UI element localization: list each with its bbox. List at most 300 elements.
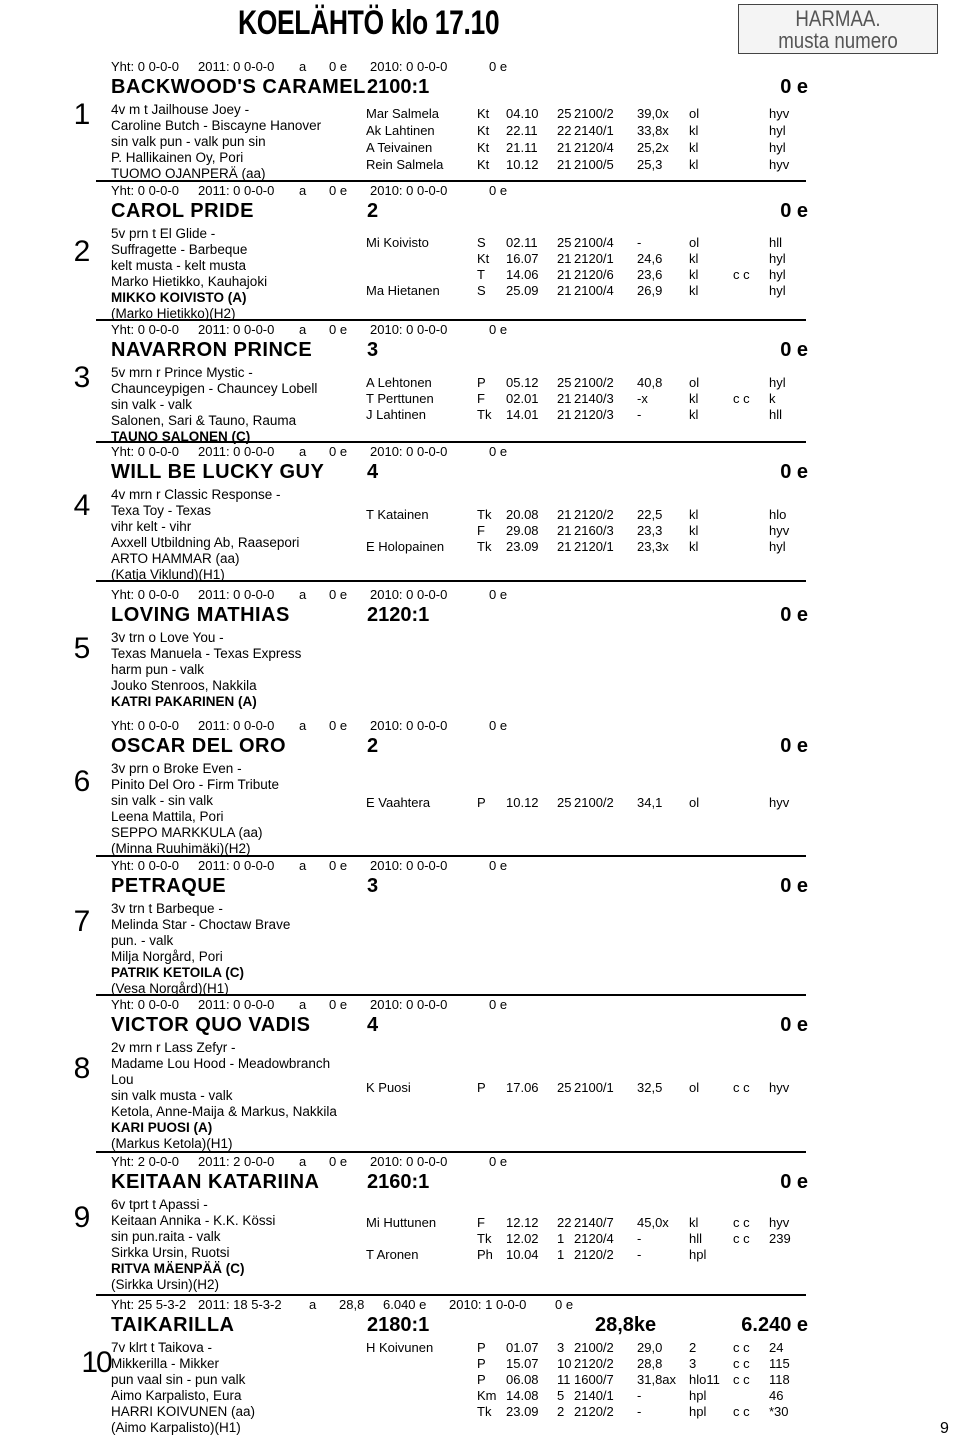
stat-value: 2010: 0 0-0-0 [370,587,448,602]
result-cell: Ak Lahtinen [366,123,435,138]
result-cell: ol [689,1080,700,1095]
stat-value: 2011: 0 0-0-0 [198,718,275,733]
horse-detail-line: 2v mrn r Lass Zefyr - [111,1040,236,1055]
result-cell: 29,0 [637,1340,663,1355]
result-cell: 23.09 [506,539,539,554]
result-cell: - [637,235,642,250]
result-cell: Kt [477,106,490,121]
best-time: 3 [367,875,379,897]
best-time: 3 [367,339,379,361]
result-cell: 2120/3 [574,407,614,422]
stat-value: 2010: 0 0-0-0 [370,858,448,873]
stat-value: a [299,444,307,459]
start-number: 9 [73,1201,91,1234]
result-cell: 2140/1 [574,1388,614,1403]
best-time: 4 [367,1014,379,1036]
horse-name-row [111,1014,808,1038]
stat-value: 2011: 0 0-0-0 [198,997,275,1012]
horse-detail-line: Salonen, Sari & Tauno, Rauma [111,413,297,428]
total-earnings: 0 e [780,76,808,98]
driver-name: KATRI PAKARINEN (A) [111,694,257,709]
horse-detail-line: sin valk - sin valk [111,793,214,808]
result-cell: T [477,267,485,282]
horse-detail-line: sin valk pun - valk pun sin [111,134,266,149]
result-cell: hlo11 [689,1372,720,1387]
result-cell: F [477,391,485,406]
result-cell: Rein Salmela [366,157,444,172]
stat-value: Yht: 0 0-0-0 [111,997,179,1012]
start-number: 6 [73,765,91,798]
horse-detail-line: Chaunceypigen - Chauncey Lobell [111,381,318,396]
stat-value: 2010: 0 0-0-0 [370,997,448,1012]
result-cell: 2120/4 [574,140,614,155]
horse-detail-line: ARTO HAMMAR (aa) [111,551,240,566]
result-cell: 12.02 [506,1231,539,1246]
page-header [0,0,960,56]
result-cell: T Aronen [366,1247,419,1262]
result-cell: 23.09 [506,1404,539,1419]
result-cell: 25 [557,106,572,121]
stat-value: 0 e [489,1154,508,1169]
result-cell: 22 [557,1215,572,1230]
result-cell: P [477,1372,486,1387]
result-cell: 1 [557,1231,565,1246]
result-cell: 2100/2 [574,106,614,121]
page-number: 9 [940,1420,949,1437]
stat-value: 2011: 0 0-0-0 [198,322,275,337]
driver-name: KARI PUOSI (A) [111,1120,213,1135]
horse-detail-line: 4v mrn r Classic Response - [111,487,281,502]
horse-detail-line: Texas Manuela - Texas Express [111,646,302,661]
result-cell: -x [637,391,648,406]
result-cell: 24 [769,1340,784,1355]
stat-value: Yht: 0 0-0-0 [111,718,179,733]
result-cell: 04.10 [506,106,539,121]
total-earnings: 6.240 e [741,1314,808,1336]
badge-line-2: musta numero [778,28,898,53]
total-earnings: 0 e [780,200,808,222]
result-cell: 10.12 [506,157,539,172]
result-cell: 2140/3 [574,391,614,406]
best-time: 2 [367,200,379,222]
result-cell: ol [689,235,700,250]
horse-detail-line: pun vaal sin - pun valk [111,1372,246,1387]
result-cell: 2120/6 [574,267,614,282]
horse-detail-line: Caroline Butch - Biscayne Hanover [111,118,322,133]
horse-detail-line: 6v tprt t Apassi - [111,1197,208,1212]
horse-entry [0,319,960,449]
total-earnings: 0 e [780,461,808,483]
result-cell: 20.08 [506,507,539,522]
result-cell: 25 [557,1080,572,1095]
entry-divider [96,855,806,857]
start-number: 3 [73,361,91,394]
result-cell: 16.07 [506,251,539,266]
horse-detail-line: Keitaan Annika - K.K. Kössi [111,1213,276,1228]
result-cell: 14.06 [506,267,539,282]
result-cell: kl [689,140,699,155]
horse-detail-line: (Sirkka Ursin)(H2) [111,1277,219,1292]
result-cell: hyv [769,795,790,810]
horse-detail-line: Sirkka Ursin, Ruotsi [111,1245,230,1260]
start-number: 5 [73,632,91,665]
result-cell: 15.07 [506,1356,539,1371]
result-cell: 05.12 [506,375,539,390]
stat-value: Yht: 0 0-0-0 [111,322,179,337]
result-cell: Tk [477,1404,492,1419]
result-cell: kl [689,539,699,554]
result-cell: hlo [769,507,787,522]
horse-name: LOVING MATHIAS [111,604,290,626]
horse-detail-line: Madame Lou Hood - Meadowbranch [111,1056,331,1071]
horse-detail-line: (Vesa Norgård)(H1) [111,981,229,996]
horse-detail-line: kelt musta - kelt musta [111,258,247,273]
best-time: 2 [367,735,379,757]
best-time: 2180:1 [367,1314,430,1336]
result-cell: hpl [689,1247,707,1262]
horse-detail-line: Texa Toy - Texas [111,503,212,518]
result-cell: 1600/7 [574,1372,614,1387]
result-cell: c c [733,1356,750,1371]
result-cell: 2160/3 [574,523,614,538]
result-cell: 21 [557,140,572,155]
result-cell: 31,8ax [637,1372,677,1387]
result-cell: 2100/5 [574,157,614,172]
horse-entry [0,584,960,714]
start-number: 2 [73,235,91,268]
stat-value: a [299,718,307,733]
entry-divider [96,319,806,321]
result-cell: 22,5 [637,507,663,522]
result-cell: 2100/2 [574,795,614,810]
stat-value: a [299,858,307,873]
result-cell: 2120/2 [574,1247,614,1262]
horse-entry [0,1151,960,1292]
result-cell: 239 [769,1231,791,1246]
total-earnings: 0 e [780,1014,808,1036]
result-cell: hyv [769,157,790,172]
result-cell: 5 [557,1388,565,1403]
result-cell: Km [477,1388,497,1403]
horse-name-row [111,1171,808,1195]
total-earnings: 0 e [780,1171,808,1193]
result-cell: hyv [769,523,790,538]
result-cell: Kt [477,123,490,138]
result-cell: *30 [769,1404,789,1419]
stat-value: 2011: 0 0-0-0 [198,59,275,74]
result-cell: 2100/2 [574,375,614,390]
stat-value: 2010: 0 0-0-0 [370,183,448,198]
result-cell: c c [733,267,750,282]
horse-detail-line: Aimo Karpalisto, Eura [111,1388,242,1403]
stat-value: Yht: 0 0-0-0 [111,444,179,459]
stat-value: 2010: 0 0-0-0 [370,718,448,733]
result-cell: 3 [689,1356,697,1371]
result-cell: 21 [557,507,572,522]
result-cell: hpl [689,1404,707,1419]
horse-detail-line: pun. - valk [111,933,174,948]
result-cell: 22.11 [506,123,538,138]
stat-value: 0 e [329,718,348,733]
result-cell: c c [733,1372,750,1387]
stat-value: 0 e [329,322,348,337]
result-cell: 2100/1 [574,1080,614,1095]
stat-value: 0 e [555,1297,574,1312]
horse-detail-line: 5v mrn r Prince Mystic - [111,365,253,380]
total-earnings: 0 e [780,604,808,626]
stat-value: 2010: 0 0-0-0 [370,1154,448,1169]
entry-divider [96,1151,806,1153]
result-cell: - [637,407,642,422]
stat-value: 2011: 0 0-0-0 [198,444,275,459]
result-cell: 2 [689,1340,697,1355]
horse-detail-line: Suffragette - Barbeque [111,242,248,257]
horse-detail-line: Milja Norgård, Pori [111,949,223,964]
result-cell: hyv [769,1215,790,1230]
result-cell: P [477,375,486,390]
result-cell: 28,8 [637,1356,663,1371]
horse-entry [0,1294,960,1435]
horse-detail-line: 7v klrt t Taikova - [111,1340,213,1355]
stat-value: 0 e [329,587,348,602]
start-number: 4 [73,489,91,522]
result-cell: K Puosi [366,1080,411,1095]
result-cell: hll [769,235,783,250]
result-cell: Ph [477,1247,493,1262]
result-cell: kl [689,157,699,172]
best-time: 2120:1 [367,604,430,626]
result-cell: 01.07 [506,1340,539,1355]
result-cell: Tk [477,539,492,554]
horse-detail-line: TUOMO OJANPERÄ (aa) [111,166,266,181]
result-cell: Tk [477,507,492,522]
result-cell: 2120/2 [574,1404,614,1419]
result-cell: 21 [557,283,572,298]
result-cell: 23,3x [637,539,669,554]
horse-name-row [111,735,808,759]
horse-name: CAROL PRIDE [111,200,254,222]
horse-detail-line: SEPPO MARKKULA (aa) [111,825,263,840]
result-cell: A Lehtonen [366,375,432,390]
result-cell: 2120/1 [574,251,614,266]
result-cell: - [637,1247,642,1262]
stat-value: 0 e [329,183,348,198]
result-cell: 29.08 [506,523,539,538]
result-cell: 25 [557,795,572,810]
result-cell: 2120/2 [574,1356,614,1371]
horse-name: KEITAAN KATARIINA [111,1171,320,1193]
result-cell: F [477,523,485,538]
horse-detail-line: Pinito Del Oro - Firm Tribute [111,777,280,792]
result-cell: kl [689,1215,699,1230]
result-cell: T Katainen [366,507,429,522]
stat-value: a [299,1154,307,1169]
stat-value: 0 e [489,997,508,1012]
result-cell: 2100/4 [574,283,614,298]
horse-detail-line: 3v prn o Broke Even - [111,761,242,776]
stat-value: 28,8 [339,1297,365,1312]
result-cell: 115 [769,1356,790,1371]
stat-value: Yht: 0 0-0-0 [111,587,179,602]
entry-divider [96,994,806,996]
stat-value: 6.040 e [383,1297,427,1312]
stat-value: a [309,1297,317,1312]
stat-value: 0 e [329,1154,348,1169]
result-cell: 1 [557,1247,565,1262]
result-cell: 21 [557,267,572,282]
result-cell: ol [689,106,700,121]
stat-value: 0 e [329,997,348,1012]
result-cell: 25.09 [506,283,539,298]
result-cell: c c [733,1231,750,1246]
result-cell: 46 [769,1388,784,1403]
stat-value: 0 e [329,59,348,74]
horse-detail-line: Marko Hietikko, Kauhajoki [111,274,268,289]
result-cell: Kt [477,157,490,172]
result-cell: E Holopainen [366,539,445,554]
result-cell: 118 [769,1372,790,1387]
horse-detail-line: sin valk musta - valk [111,1088,233,1103]
result-cell: 21.11 [506,140,538,155]
result-cell: - [637,1404,642,1419]
horse-entry [0,855,960,996]
race-title: KOELÄHTÖ klo 17.10 [238,4,500,42]
horse-detail-line: harm pun - valk [111,662,205,677]
best-time: 2100:1 [367,76,430,98]
stat-value: 2010: 0 0-0-0 [370,59,448,74]
horse-name: OSCAR DEL ORO [111,735,287,757]
start-number: 10 [81,1346,111,1379]
horse-detail-line: (Markus Ketola)(H1) [111,1136,233,1151]
result-cell: 10.12 [506,795,539,810]
stat-value: 2010: 0 0-0-0 [370,444,448,459]
result-cell: hyl [769,123,786,138]
result-cell: 24,6 [637,251,663,266]
result-cell: hll [689,1231,703,1246]
horse-detail-line: 3v trn t Barbeque - [111,901,223,916]
horse-detail-line: (Aimo Karpalisto)(H1) [111,1420,241,1435]
result-cell: kl [689,267,699,282]
result-cell: 21 [557,407,572,422]
result-cell: Kt [477,140,490,155]
result-cell: 23,6 [637,267,663,282]
result-cell: hpl [689,1388,707,1403]
result-cell: hyl [769,375,786,390]
badge-line-1: HARMAA. [795,6,881,31]
horse-detail-line: Jouko Stenroos, Nakkila [111,678,257,693]
stat-value: 0 e [489,718,508,733]
result-cell: 21 [557,251,572,266]
horse-name: BACKWOOD'S CARAMEL [111,76,366,98]
start-number: 8 [73,1052,91,1085]
horse-name: NAVARRON PRINCE [111,339,313,361]
result-cell: kl [689,407,699,422]
driver-name: PATRIK KETOILA (C) [111,965,244,980]
result-cell: P [477,1356,486,1371]
result-cell: 2120/2 [574,507,614,522]
horse-detail-line: Lou [111,1072,134,1087]
result-cell: kl [689,283,699,298]
result-cell: 23,3 [637,523,663,538]
result-cell: P [477,1080,486,1095]
result-cell: Mi Koivisto [366,235,429,250]
result-cell: 25 [557,375,572,390]
horse-detail-line: sin valk - valk [111,397,193,412]
result-cell: 39,0x [637,106,669,121]
result-cell: c c [733,1215,750,1230]
horse-name-row [111,1314,808,1338]
result-cell: 06.08 [506,1372,539,1387]
result-cell: 25 [557,235,572,250]
result-cell: 2120/1 [574,539,614,554]
result-cell: 10 [557,1356,572,1371]
stat-value: 2010: 0 0-0-0 [370,322,448,337]
horse-detail-line: Melinda Star - Choctaw Brave [111,917,291,932]
result-cell: J Lahtinen [366,407,426,422]
stat-value: 0 e [489,322,508,337]
entry-divider [96,1294,806,1296]
stat-value: 0 e [489,587,508,602]
driver-name: RITVA MÄENPÄÄ (C) [111,1261,245,1276]
result-cell: hyl [769,251,786,266]
horse-detail-line: (Katja Viklund)(H1) [111,567,225,582]
horse-detail-line: (Marko Hietikko)(H2) [111,306,236,321]
result-cell: 3 [557,1340,565,1355]
entry-divider [96,180,806,182]
result-cell: 21 [557,157,572,172]
horse-name: PETRAQUE [111,875,227,897]
horse-entry [0,715,960,856]
result-cell: 21 [557,523,572,538]
horse-entry [0,994,960,1151]
result-cell: hyv [769,1080,790,1095]
result-cell: c c [733,1340,750,1355]
stat-value: Yht: 0 0-0-0 [111,858,179,873]
result-cell: 11 [557,1372,571,1387]
entry-divider [96,441,806,443]
result-cell: Tk [477,407,492,422]
driver-name: MIKKO KOIVISTO (A) [111,290,247,305]
result-cell: hyl [769,267,786,282]
result-cell: 25,2x [637,140,669,155]
result-cell: hyl [769,140,786,155]
horse-name-row [111,604,808,628]
horse-detail-line: HARRI KOIVUNEN (aa) [111,1404,256,1419]
result-cell: - [637,1231,642,1246]
stat-value: 0 e [329,444,348,459]
result-cell: c c [733,391,750,406]
result-cell: hyl [769,539,786,554]
result-cell: 2120/4 [574,1231,614,1246]
start-number: 7 [73,905,91,938]
horse-detail-line: (Minna Ruuhimäki)(H2) [111,841,251,856]
result-cell: H Koivunen [366,1340,434,1355]
result-cell: S [477,283,486,298]
result-cell: 2 [557,1404,565,1419]
horse-name-row [111,461,808,485]
stat-value: 2011: 0 0-0-0 [198,858,275,873]
horse-detail-line: sin pun.raita - valk [111,1229,221,1244]
result-cell: 2100/2 [574,1340,614,1355]
result-cell: 14.08 [506,1388,539,1403]
result-cell: 34,1 [637,795,663,810]
result-cell: 14.01 [506,407,539,422]
result-cell: Mar Salmela [366,106,439,121]
result-cell: kl [689,251,699,266]
result-cell: Kt [477,251,490,266]
stat-value: 2011: 18 5-3-2 [198,1297,282,1312]
stat-value: 0 e [489,858,508,873]
